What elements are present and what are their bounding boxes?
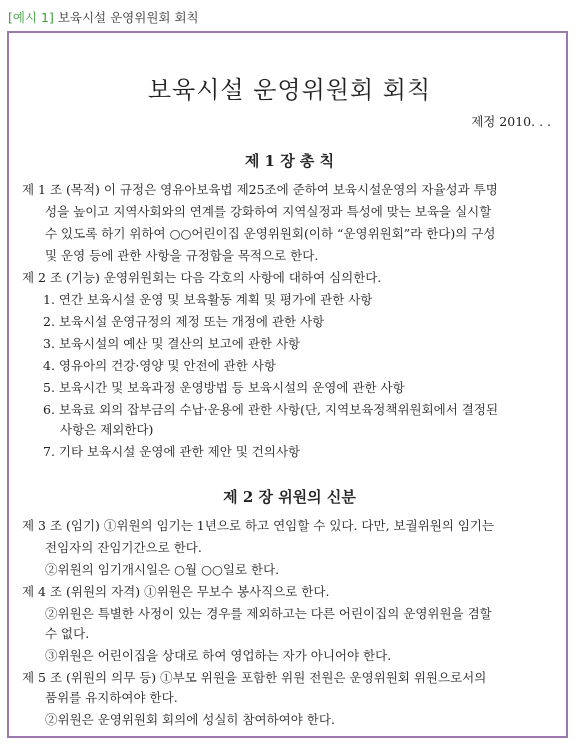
article-1-line-4: 및 운영 등에 관한 사항을 규정함을 목적으로 한다.: [45, 248, 319, 263]
article-2-item-7: 7. 기타 보육시설 운영에 관한 제안 및 건의사항: [43, 444, 301, 459]
article-2-item-4: 4. 영유아의 건강·영양 및 안전에 관한 사항: [43, 358, 276, 373]
article-2-line: 제 2 조 (기능) 운영위원회는 다음 각호의 사항에 대하여 심의한다.: [22, 270, 382, 285]
example-caption-text: 보육시설 운영위원회 회칙: [57, 10, 199, 25]
article-2-item-6-cont: 사항은 제외한다): [60, 422, 154, 437]
example-tag: [예시 1]: [8, 10, 54, 25]
article-3-line-2: 전임자의 잔임기간으로 한다.: [45, 540, 202, 555]
article-5-line-1: 제 5 조 (위원의 의무 등) ①부모 위원을 포함한 위원 전원은 운영위원회 위원으로서의: [22, 670, 487, 685]
chapter-2-heading: 제 2 장 위원의 신분: [223, 488, 356, 506]
example-caption: [8, 8, 199, 26]
article-4-line-1: 제 4 조 (위원의 자격) ①위원은 무보수 봉사직으로 한다.: [22, 584, 330, 599]
enactment-date: 제정 2010. . .: [471, 114, 551, 129]
article-2-item-6: 6. 보육료 외의 잡부금의 수납·운용에 관한 사항(단, 지역보육정책위원회에서 결정된: [43, 402, 499, 417]
article-1-line-1: 제 1 조 (목적) 이 규정은 영유아보육법 제25조에 준하여 보육시설운영의 자율성과 투명: [22, 182, 498, 197]
article-2-item-1: 1. 연간 보육시설 운영 및 보육활동 계획 및 평가에 관한 사항: [43, 292, 373, 307]
article-5-line-2: 품위를 유지하여야 한다.: [45, 690, 178, 705]
chapter-1-heading: 제 1 장 총 칙: [244, 152, 335, 170]
article-4-line-4: ③위원은 어린이집을 상대로 하여 영업하는 자가 아니어야 한다.: [45, 648, 392, 663]
article-2-item-5: 5. 보육시간 및 보육과정 운영방법 등 보육시설의 운영에 관한 사항: [43, 380, 405, 395]
article-4-line-2: ②위원은 특별한 사정이 있는 경우를 제외하고는 다른 어린이집의 운영위원을 겸할: [45, 606, 492, 621]
article-4-line-3: 수 없다.: [45, 626, 90, 641]
article-3-line-3: ②위원의 임기개시일은 ○월 ○○일로 한다.: [45, 562, 280, 577]
article-2-item-3: 3. 보육시설의 예산 및 결산의 보고에 관한 사항: [43, 336, 301, 351]
article-3-line-1: 제 3 조 (임기) ①위원의 임기는 1년으로 하고 연임할 수 있다. 다만, 보궐위원의 임기는: [22, 518, 495, 533]
document-title: 보육시설 운영위원회 회칙: [147, 76, 432, 104]
article-1-line-3: 수 있도록 하기 위하여 ○○어린이집 운영위원회(이하 “운영위원회”라 한다)의 구성: [45, 226, 496, 241]
article-2-item-2: 2. 보육시설 운영규정의 제정 또는 개정에 관한 사항: [43, 314, 325, 329]
article-1-line-2: 성을 높이고 지역사회와의 연계를 강화하여 지역실정과 특성에 맞는 보육을 실시할: [45, 204, 492, 219]
article-5-line-3: ②위원은 운영위원회 회의에 성실히 참여하여야 한다.: [45, 712, 335, 727]
